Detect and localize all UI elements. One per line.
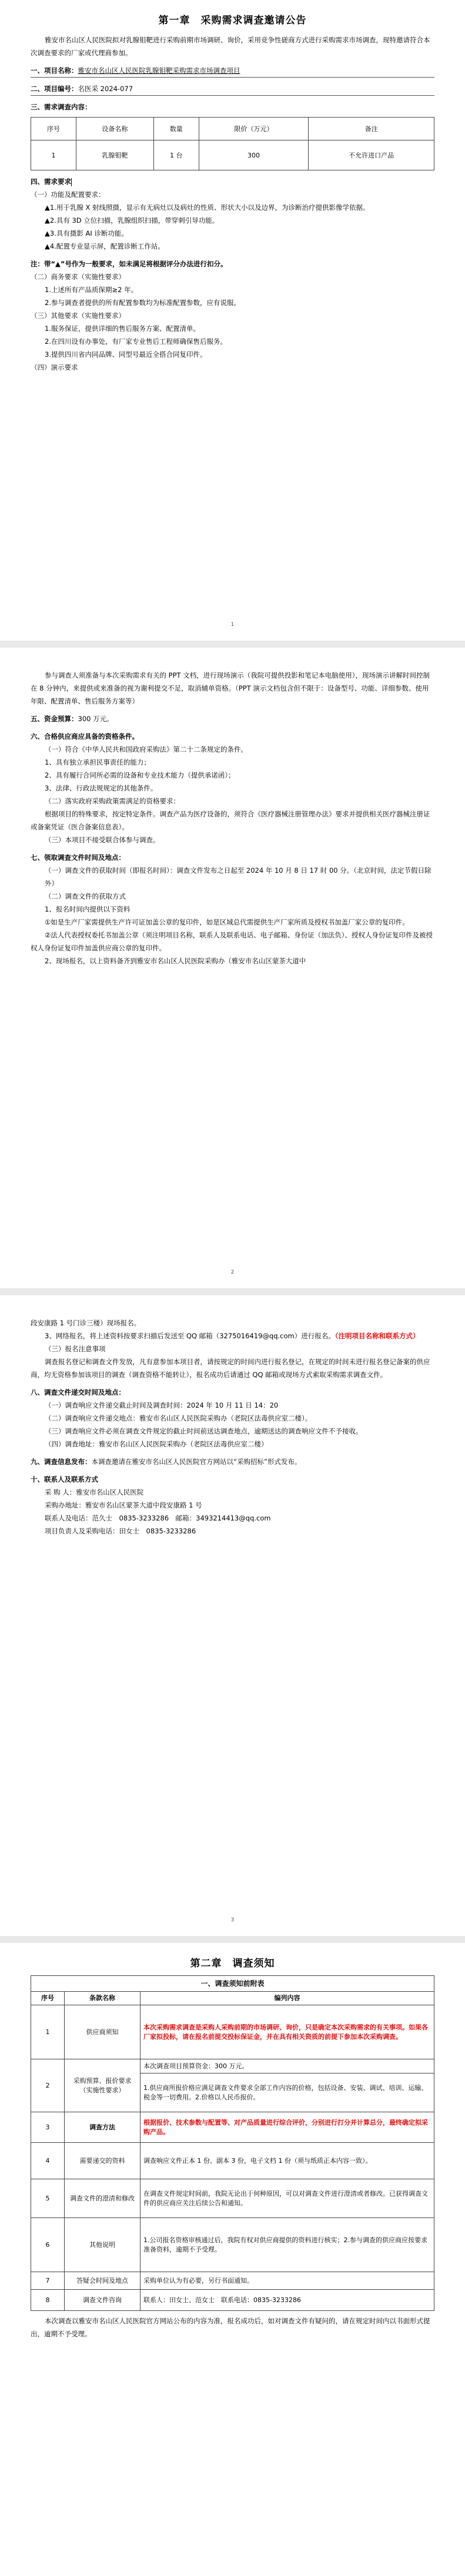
table-row: 5 调查文件的澄清和修改 在调查文件规定时间前，我院无论出于何种原因，可以对调查文件进行澄清或者修改。已获得调查文件的供应商应关注后续公告和通知。	[31, 2179, 434, 2218]
survey-content-label: 三、需求调查内容：	[31, 103, 92, 111]
chapter-title: 第二章 调查须知	[190, 1958, 275, 1969]
list-item: 1、具有独立承担民事责任的能力；	[45, 758, 150, 766]
requirements-table	[31, 117, 434, 170]
list-item: 2.参与调查者提供的所有配置参数均为标准配置参数，应有说服。	[45, 299, 240, 307]
demo-heading: （四）演示要求	[31, 363, 78, 371]
requirements-heading: 四、需求要求	[31, 177, 71, 186]
paragraph: 调查报名登记和调查文件发放，凡有意参加本项目者，请按规定的时间内进行报名登记，在规定的时间未进行报名登记备案的供应商，均无资格参加该项目的调查（调查资格不能转让），报名成功后请通过 QQ 邮箱或现场方式索取采购需求调查文件。	[31, 1358, 430, 1379]
paragraph: ②法人代表授权委托书加盖公章（须注明项目名称，联系人及联系电话、电子邮箱、身份证（加法负）、授权人身份证复印件及被授权人身份证复印件加盖供应商公章的复印件。	[31, 931, 433, 952]
project-name: 一、项目名称：雅安市名山区人民医院乳腺钼靶采购需求市场调查项目	[31, 66, 240, 75]
table-row: 1.供应商所报价格应满足调查文件要求全部工作内容的价格，包括设备、安装、调试、培训、运输、税金等一切费用。2.价格以人民币报价。	[31, 2073, 434, 2112]
table-row: 1 乳腺钼靶 1 台 300 不允许进口产品	[31, 140, 434, 170]
qualification-heading: 六、合格供应商应具备的资格条件。	[31, 732, 139, 741]
list-item: 1.服务保证，提供详细的售后服务方案、配置清单。	[45, 324, 200, 333]
paragraph: （一）调查响应文件递交截止时间及调查时间：2024 年 10 月 11 日 14：20	[45, 1401, 279, 1409]
budget: 五、资金预算：300 万元。	[31, 715, 113, 723]
contact-line: 联系人及电话：范久士 0835-3233286 邮箱：3493214413@qq.com	[45, 1514, 271, 1522]
table-row: 1 供应商须知 本次采购需求调查是采购人采购前期的市场调研、询价，只是确定本次采购需求的有关事项。如果各厂家拟投标，请在报名前提交投标保证金，并在具有相关资质的前提下参加本次采购调查。	[31, 2005, 434, 2059]
document-page-3	[0, 1295, 465, 1936]
page-number: 3	[230, 1917, 235, 1923]
table-header: 序号	[31, 1992, 65, 2005]
table-header: 限价（万元）	[199, 118, 308, 140]
list-item: ▲4.配置专业显示屏，配置诊断工作站。	[45, 242, 165, 250]
table-row: 4 需要递交的资料 调查响应文件正本 1 份、副本 3 份，电子文档 1 份（须与纸质正本内容一致）。	[31, 2143, 434, 2179]
qualification-sub: （一）符合《中华人民共和国政府采购法》第二十二条规定的条件。	[45, 745, 247, 753]
document-page-2	[0, 648, 465, 1288]
triangle-note: 注：带“▲”号作为一般要求，如未满足将根据评分办法进行扣分。	[31, 260, 228, 268]
list-item: ▲3.具有摄影 AI 诊断功能。	[45, 229, 128, 237]
qualification-text: 根据项目的特殊要求，按定特定条件。调查产品为医疗设备的，须符合《医疗器械注册管理办法》要求并提供相关医疗器械注册证或备案凭证（医合备案信息表）。	[31, 810, 430, 831]
paragraph: （三）调查响应文件必须在调查文件规定的截止时间前送达调查地点，逾期送达的调查响应文件不予接收。	[45, 1427, 363, 1435]
contact-line: 项目负责人及采购电话：田女士 0835-3233286	[45, 1527, 196, 1535]
intro-paragraph: 雅安市名山区人民医院拟对乳腺钼靶进行采购前期市场调研、询价，采用竞争性磋商方式进行采购需求市场调查，现特邀请符合本次调查要求的厂家或代理商参加。	[31, 36, 430, 57]
qualification-sub: （三）本项目不接受联合体参与调查。	[45, 836, 160, 844]
paragraph: （一）调查文件的获取时间（即报名时间）：调查文件发布之日起至 2024 年 10 月 8 日 17 时 00 分。（北京时间，法定节假日除外）	[45, 866, 431, 887]
table-row: 3 调查方法 根据报价、技术参数与配置等、对产品质量进行综合评价，分别进行打分并计算总分，最终确定拟采购产品。	[31, 2112, 434, 2143]
paragraph: 1、报名时间内提供以下资料	[45, 905, 131, 913]
document-page-4	[0, 1943, 465, 2576]
document-page-1	[0, 0, 465, 641]
service-heading: （二）商务要求（实施性要求）	[31, 273, 125, 281]
list-item: 3、法律、行政法规规定的其他条件。	[45, 784, 158, 792]
project-number: 二、项目编号：名医采 2024-077	[31, 85, 133, 93]
demo-paragraph: 参与调查人须准备与本次采购需求有关的 PPT 文档，进行现场演示（我院可提供投影和笔记本电脑使用），现场演示讲解时间控制在 8 分钟内，来提供或来准备的视为谢利提交不足，取消辅单资格。（PPT 演示文档包含但不限于：设备型号、功能、详细参数、使用年限、配置清单、售后服务方案等）	[31, 671, 430, 705]
page-number: 2	[230, 1269, 235, 1275]
paragraph: 段安康路 1 号门诊三楼）现场报名。	[31, 1319, 141, 1327]
instructions-table-title: 一、调查须知前附表	[31, 1975, 434, 1991]
paragraph: ①如是生产厂家需提供生产许可证加盖公章的复印件，如是区域总代需提供生产厂家所质及授权书加盖厂家公章的复印件。	[45, 918, 409, 926]
table-header: 编列内容	[140, 1992, 434, 2005]
table-header: 设备名称	[76, 118, 154, 140]
table-header: 条款名称	[65, 1992, 140, 2005]
table-row: 7 答疑会时间及地点 采购单位认为有必要，另行书面通知。	[31, 2272, 434, 2290]
qualification-sub: （二）落实政府采购政策需满足的资格要求：	[45, 797, 180, 805]
list-item: 1.上述所有产品质保期≥2 年。	[45, 286, 138, 294]
list-item: ▲1.用于乳腺 X 射线照摄，显示有无病灶以及病灶的性质、形状大小以及边界，为诊断治疗提供影像学依据。	[45, 203, 370, 212]
table-row: 6 其他说明 1.公司报名资格审核通过后，我院有权对供应商提供的资料进行核实；2.参与调查的供应商应按要求准备资料，逾期不予受理。	[31, 2218, 434, 2272]
function-heading: （一）功能及配置要求：	[31, 190, 105, 199]
table-header: 序号	[31, 118, 76, 140]
table-header: 数量	[153, 118, 199, 140]
submission-heading: 八、调查文件递交时间及地点：	[31, 1388, 125, 1396]
paragraph: （四）调查地址：雅安市名山区人民医院采购办（老院区法毒供应室二楼）	[45, 1440, 268, 1448]
page-title: 第一章 采购需求调查邀请公告	[158, 15, 307, 26]
contacts-heading: 十、联系人及联系方式	[31, 1475, 98, 1483]
instructions-table	[31, 1991, 434, 2311]
contact-line: 采购办地址：雅安市名山区蒙茶大道中段安康路 1 号	[45, 1501, 202, 1509]
footer-paragraph: 本次调查以雅安市名山区人民医院官方网站公布的内容为准，报名成功后，如对调查文件有疑问的，请在规定时间内以书面形式提出，逾期不予受理。	[31, 2317, 430, 2338]
text-cursor	[71, 178, 72, 186]
table-header: 备注	[309, 118, 434, 140]
contact-line: 采 购 人：雅安市名山区人民医院	[45, 1488, 144, 1496]
paragraph: （二）调查文件的获取方式	[45, 892, 126, 900]
paragraph: （二）调查响应文件递交地点：雅安市名山区人民医院采购办（老院区法毒供应室二楼）。	[45, 1414, 312, 1422]
paragraph: 3、网络报名，将上述资料按要求扫描后发送至 QQ 邮箱（3275016419@qq.com）进行报名。（注明项目名称和联系方式）	[45, 1332, 420, 1340]
list-item: 2.在四川设有办事处，有厂家专业售后工程师确保售后服务。	[45, 337, 227, 346]
table-row: 2 采购预算、报价要求（实施性要求） 本次调查项目预算资金：300 万元。	[31, 2059, 434, 2073]
paragraph: （三）报名注意事项	[45, 1345, 106, 1353]
other-heading: （三）其他要求（实施性要求）	[31, 311, 125, 320]
paragraph: 2、现场报名，以上资料备齐到雅安市名山区人民医院采购办（雅安市名山区蒙茶大道中	[45, 957, 306, 965]
list-item: 2、具有履行合同所必需的设备和专业技术能力（提供承诺函）；	[45, 771, 235, 779]
page-number: 1	[230, 622, 235, 628]
list-item: ▲2.具有 3D 立位扫描，乳腺组织扫描，带穿刺引导功能。	[45, 216, 219, 225]
table-row: 8 调查文件咨询 联系人：田女士、范女士 联系电话：0835-3233286	[31, 2290, 434, 2311]
document-collection-heading: 七、领取调查文件时间及地点：	[31, 853, 125, 862]
info-release: 九、调查信息发布：本调查邀请在雅安市名山区人民医院官方网站以“采购招标”形式发布。	[31, 1458, 302, 1466]
list-item: 3.提供四川省内同品牌、同型号最近全搭合同复印件。	[45, 350, 207, 359]
